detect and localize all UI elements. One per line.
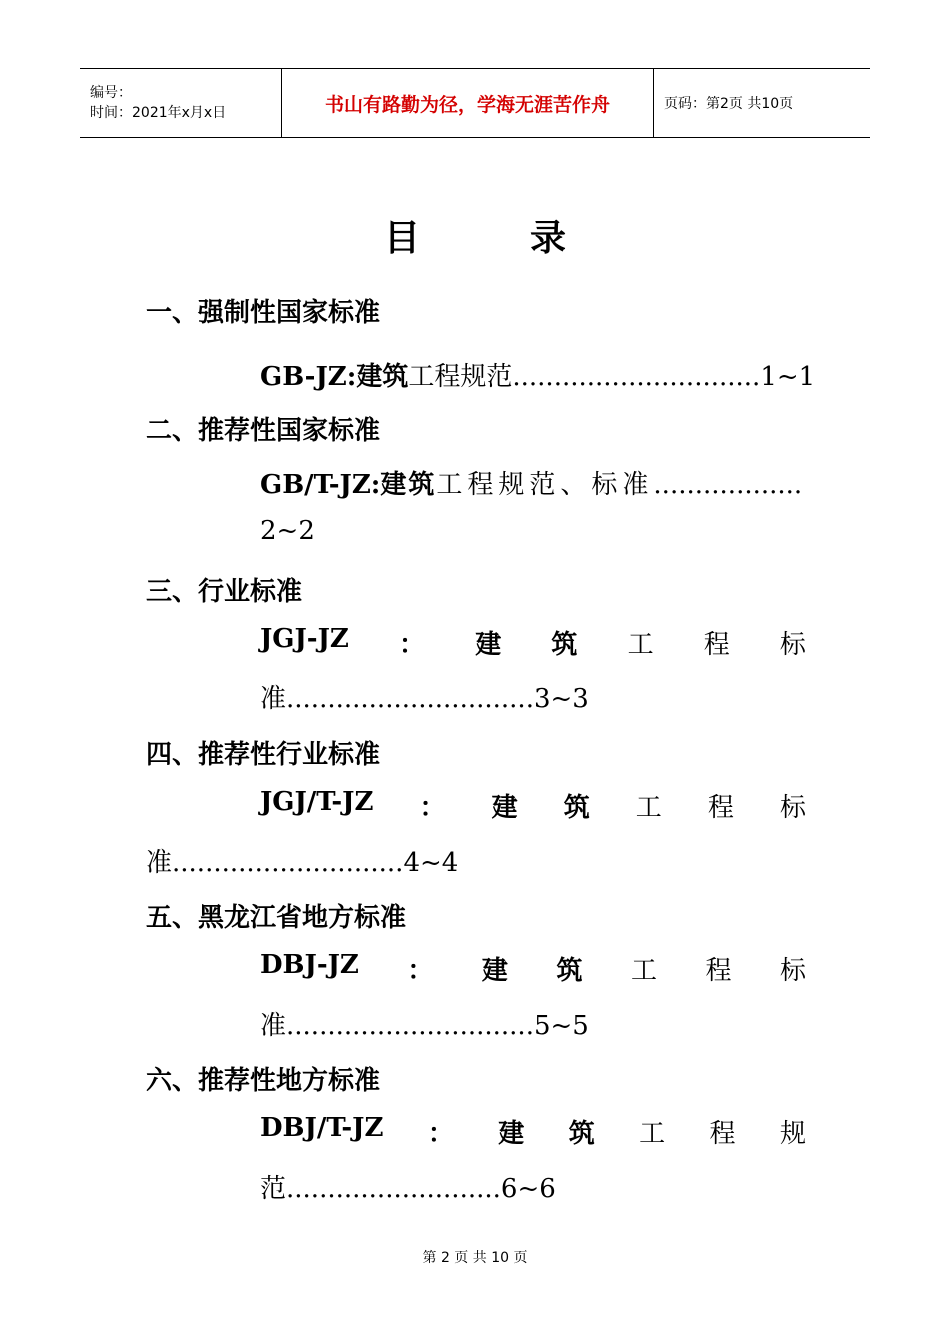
entry-leader: ..............................	[286, 1011, 534, 1041]
entry-word-3: 工	[639, 1119, 666, 1149]
entry-name: 工程规范、标准	[436, 470, 654, 500]
toc-entry-4[interactable]	[260, 787, 806, 824]
entry-pages: 5~5	[533, 1011, 589, 1041]
entry-continuation: 范	[260, 1174, 287, 1204]
entry-word-2: 筑	[551, 630, 578, 660]
toc-heading-4[interactable]: 四、推荐性行业标准	[146, 740, 381, 770]
entry-pages: 1~1	[760, 362, 816, 392]
entry-name: 工程规范	[408, 362, 513, 392]
toc-entry-2-pages: 2~2	[260, 516, 315, 546]
toc-entry-3[interactable]	[260, 624, 806, 661]
entry-code: DBJ-JZ	[260, 950, 359, 980]
entry-word-5: 规	[779, 1119, 806, 1149]
entry-colon: ：	[407, 956, 434, 986]
header-left-cell	[80, 69, 281, 137]
entry-word-3: 工	[635, 793, 662, 823]
entry-word-5: 标	[779, 793, 806, 823]
entry-word-4: 程	[705, 956, 732, 986]
entry-leader: ..................	[653, 470, 803, 500]
entry-colon: ：	[427, 1119, 454, 1149]
entry-word-1: 建	[475, 630, 502, 660]
page-footer: 第 2 页 共 10 页	[422, 1250, 528, 1266]
toc-entry-3-cont	[260, 678, 589, 715]
toc-entry-5[interactable]	[260, 950, 806, 987]
toc-entry-6-cont	[260, 1168, 556, 1205]
toc-heading-2[interactable]: 二、推荐性国家标准	[146, 416, 381, 446]
entry-leader: ..........................	[286, 1174, 501, 1204]
entry-continuation: 准	[260, 1011, 287, 1041]
entry-word-4: 程	[709, 1119, 736, 1149]
entry-bold-name: 建筑	[356, 362, 409, 392]
number-label: 编号：	[90, 85, 132, 101]
entry-colon: ：	[419, 793, 446, 823]
entry-word-2: 筑	[568, 1119, 595, 1149]
entry-pages: 4~4	[403, 848, 459, 878]
entry-word-3: 工	[630, 956, 657, 986]
toc-entry-4-cont	[146, 842, 458, 879]
toc-title-char-2: 录	[530, 218, 567, 259]
entry-word-4: 程	[707, 793, 734, 823]
entry-pages: 3~3	[533, 684, 589, 714]
entry-word-1: 建	[491, 793, 518, 823]
entry-word-5: 标	[779, 956, 806, 986]
entry-word-1: 建	[498, 1119, 525, 1149]
entry-code: JGJ-JZ	[260, 624, 349, 654]
toc-entry-5-cont	[260, 1005, 589, 1042]
entry-code: DBJ/T-JZ	[260, 1113, 384, 1143]
header-page-info: 页码：第2页 共10页	[664, 96, 794, 112]
entry-word-5: 标	[779, 630, 806, 660]
entry-continuation: 准	[146, 848, 173, 878]
toc-heading-6[interactable]: 六、推荐性地方标准	[146, 1066, 381, 1096]
entry-leader: ..............................	[286, 684, 534, 714]
toc-entry-2[interactable]	[260, 464, 802, 501]
document-header	[80, 68, 870, 138]
toc-heading-3[interactable]: 三、行业标准	[146, 577, 303, 607]
entry-leader: ..............................	[512, 362, 761, 392]
entry-code: JGJ/T-JZ	[260, 787, 374, 817]
header-motto: 书山有路勤为径，学海无涯苦作舟	[281, 69, 654, 137]
toc-title-char-1: 目	[383, 218, 420, 259]
entry-pages: 6~6	[500, 1174, 556, 1204]
toc-heading-1[interactable]: 一、强制性国家标准	[146, 298, 381, 328]
entry-word-2: 筑	[563, 793, 590, 823]
entry-word-4: 程	[703, 630, 730, 660]
toc-entry-6[interactable]	[260, 1113, 806, 1150]
toc-entry-1[interactable]	[260, 356, 815, 393]
time-label: 时间：2021年x月x日	[90, 105, 227, 121]
entry-leader: ............................	[172, 848, 404, 878]
entry-word-2: 筑	[556, 956, 583, 986]
entry-continuation: 准	[260, 684, 287, 714]
entry-code: GB-JZ:	[260, 362, 357, 392]
entry-bold-name: 建筑	[380, 470, 437, 500]
entry-colon: ：	[399, 630, 426, 660]
entry-word-1: 建	[481, 956, 508, 986]
toc-title	[0, 210, 950, 261]
entry-code: GB/T-JZ:	[260, 470, 381, 500]
toc-heading-5[interactable]: 五、黑龙江省地方标准	[146, 903, 407, 933]
entry-word-3: 工	[627, 630, 654, 660]
